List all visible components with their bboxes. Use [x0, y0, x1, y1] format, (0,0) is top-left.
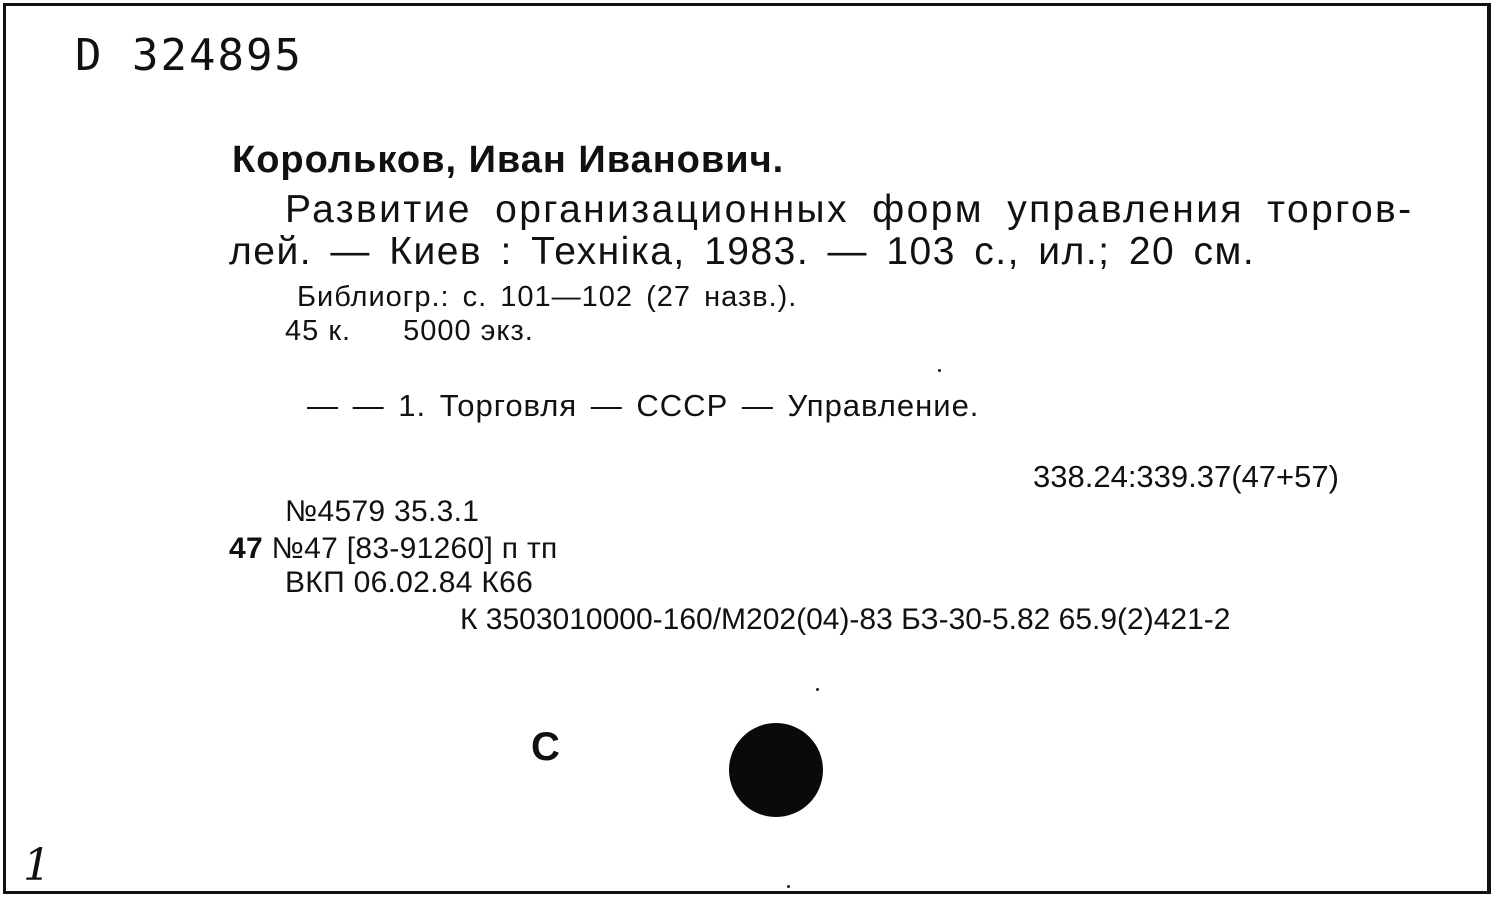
handwritten-number: 1 [23, 840, 51, 891]
inventory-number: D 324895 [75, 30, 303, 81]
udc-code: 338.24:339.37(47+57) [1033, 459, 1339, 494]
service-line-2-prefix: 47 [229, 532, 263, 565]
title-line-2: лей. — Киев : Техніка, 1983. — 103 с., ил.; 20 см. [229, 230, 1256, 273]
punch-hole [729, 723, 823, 817]
price-line [285, 317, 534, 346]
speck-mark [787, 885, 790, 888]
bibliography-note: Библиогр.: с. 101—102 (27 назв.). [297, 281, 798, 313]
speck-mark [816, 688, 819, 691]
service-line-3: ВКП 06.02.84 К66 [285, 566, 534, 599]
author-heading: Корольков, Иван Иванович. [232, 139, 785, 181]
copies: 5000 экз. [403, 315, 534, 347]
price: 45 к. [285, 315, 352, 347]
speck-mark [938, 369, 941, 372]
service-line-2-text: №47 [83-91260] п тп [271, 532, 558, 565]
title-line-1: Развитие организационных форм управления торгов- [285, 188, 1414, 231]
service-line-4: К 3503010000-160/М202(04)-83 БЗ-30-5.82 65.9(2)421-2 [460, 603, 1231, 636]
service-line-2 [229, 534, 558, 564]
service-line-1: №4579 35.3.1 [285, 495, 480, 528]
stamp-letter: С [531, 725, 560, 769]
subject-heading: — — 1. Торговля — СССР — Управление. [307, 388, 980, 423]
